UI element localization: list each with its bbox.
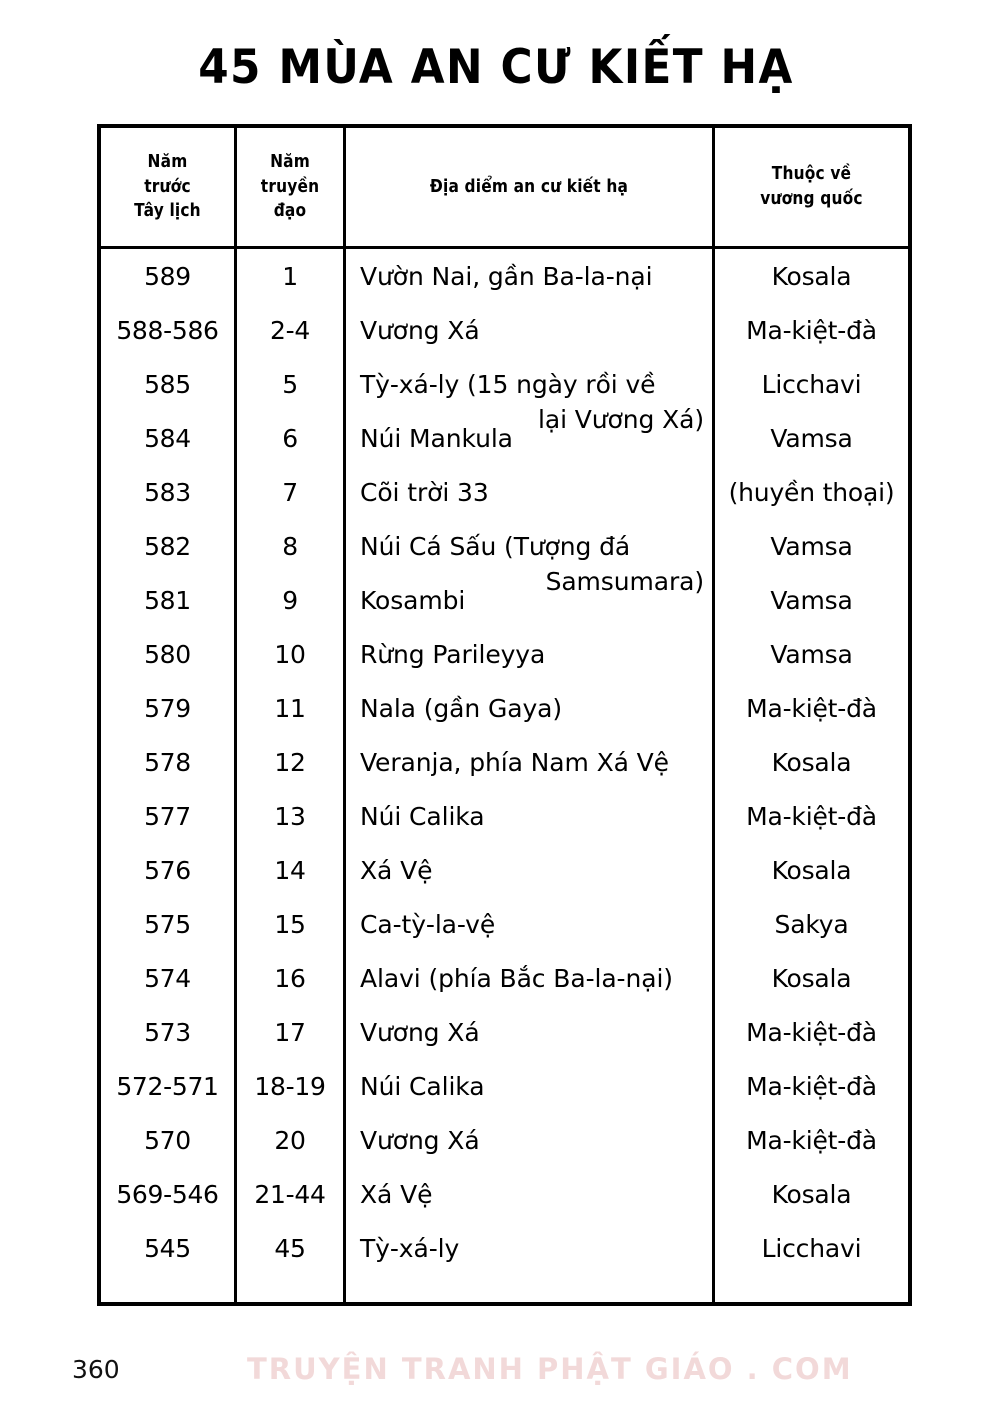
cell-year-bc: 583 bbox=[144, 477, 191, 507]
table-row bbox=[101, 249, 908, 303]
cell-year-bc: 576 bbox=[144, 855, 191, 885]
cell-dharma-year: 15 bbox=[274, 909, 306, 939]
cell-dharma-year: 16 bbox=[274, 963, 306, 993]
cell-realm: Vamsa bbox=[770, 423, 853, 453]
table-header-row bbox=[101, 128, 908, 246]
table-row bbox=[101, 1059, 908, 1113]
watermark: TRUYỆN TRANH PHẬT GIÁO . COM bbox=[247, 1352, 853, 1386]
table-row bbox=[101, 411, 908, 465]
cell-realm: Kosala bbox=[771, 261, 852, 291]
cell-realm: Vamsa bbox=[770, 585, 853, 615]
cell-realm: Kosala bbox=[771, 855, 852, 885]
cell-place: Xá Vệ bbox=[360, 855, 433, 885]
cell-realm: Ma-kiệt-đà bbox=[746, 693, 877, 723]
cell-year-bc: 573 bbox=[144, 1017, 191, 1047]
cell-place: Nala (gần Gaya) bbox=[360, 693, 563, 723]
cell-year-bc: 582 bbox=[144, 531, 191, 561]
cell-realm: Ma-kiệt-đà bbox=[746, 1125, 877, 1155]
table-row bbox=[101, 627, 908, 681]
table-row bbox=[101, 735, 908, 789]
cell-year-bc: 588-586 bbox=[116, 315, 219, 345]
cell-year-bc: 545 bbox=[144, 1233, 191, 1263]
cell-year-bc: 579 bbox=[144, 693, 191, 723]
table-body bbox=[101, 249, 908, 1302]
page-title: 45 MÙA AN CƯ KIẾT HẠ bbox=[198, 40, 794, 95]
cell-realm: Ma-kiệt-đà bbox=[746, 801, 877, 831]
column-header-year-bc-line1: Năm bbox=[147, 151, 188, 172]
cell-realm: Licchavi bbox=[761, 1233, 862, 1263]
table-row bbox=[101, 573, 908, 627]
cell-year-bc: 572-571 bbox=[116, 1071, 219, 1101]
cell-year-bc: 578 bbox=[144, 747, 191, 777]
cell-realm: Licchavi bbox=[761, 369, 862, 399]
table-row bbox=[101, 1167, 908, 1221]
cell-realm: (huyền thoại) bbox=[728, 477, 895, 507]
cell-year-bc: 569-546 bbox=[116, 1179, 219, 1209]
cell-place: Tỳ-xá-ly (15 ngày rồi về bbox=[360, 369, 656, 399]
column-header-realm-line2: vương quốc bbox=[760, 189, 863, 209]
cell-realm: Ma-kiệt-đà bbox=[746, 315, 877, 345]
cell-dharma-year: 12 bbox=[274, 747, 306, 777]
cell-dharma-year: 2-4 bbox=[270, 315, 310, 345]
table-row bbox=[101, 951, 908, 1005]
cell-realm: Kosala bbox=[771, 1179, 852, 1209]
cell-place: Núi Calika bbox=[360, 801, 485, 831]
cell-year-bc: 574 bbox=[144, 963, 191, 993]
cell-place: Núi Calika bbox=[360, 1071, 485, 1101]
cell-place: Cõi trời 33 bbox=[360, 477, 489, 507]
column-header-realm-line1: Thuộc về bbox=[771, 164, 852, 185]
table-row bbox=[101, 465, 908, 519]
cell-place: Núi Cá Sấu (Tượng đá bbox=[360, 531, 631, 561]
table-row bbox=[101, 1221, 908, 1275]
cell-place: Kosambi bbox=[360, 585, 466, 615]
column-header-year-bc-line3: Tây lịch bbox=[134, 201, 201, 222]
cell-year-bc: 570 bbox=[144, 1125, 191, 1155]
cell-place: Vương Xá bbox=[360, 1017, 480, 1047]
column-header-dharma-year bbox=[243, 128, 336, 246]
cell-place: Vương Xá bbox=[360, 315, 480, 345]
column-header-place-line1: Địa diểm an cư kiết hạ bbox=[429, 176, 629, 197]
column-header-place bbox=[368, 128, 690, 246]
column-header-year-bc bbox=[109, 128, 226, 246]
cell-realm: Sakya bbox=[774, 909, 849, 939]
cell-place: Rừng Parileyya bbox=[360, 639, 546, 669]
cell-place: Vương Xá bbox=[360, 1125, 480, 1155]
cell-dharma-year: 21-44 bbox=[254, 1179, 326, 1209]
cell-year-bc: 575 bbox=[144, 909, 191, 939]
retreats-table bbox=[97, 124, 912, 1306]
column-header-dharma-year-line2: truyền bbox=[260, 176, 320, 197]
column-header-dharma-year-line3: đạo bbox=[273, 201, 307, 222]
cell-place: Tỳ-xá-ly bbox=[360, 1233, 460, 1263]
cell-year-bc: 589 bbox=[144, 261, 191, 291]
cell-realm: Ma-kiệt-đà bbox=[746, 1017, 877, 1047]
cell-place-continuation: Samsumara) bbox=[545, 566, 704, 596]
cell-dharma-year: 10 bbox=[274, 639, 306, 669]
cell-dharma-year: 9 bbox=[282, 585, 298, 615]
cell-dharma-year: 17 bbox=[274, 1017, 306, 1047]
cell-dharma-year: 7 bbox=[282, 477, 298, 507]
cell-realm: Ma-kiệt-đà bbox=[746, 1071, 877, 1101]
table-row bbox=[101, 681, 908, 735]
cell-year-bc: 581 bbox=[144, 585, 191, 615]
column-header-dharma-year-line1: Năm bbox=[270, 151, 310, 172]
cell-dharma-year: 14 bbox=[274, 855, 306, 885]
cell-dharma-year: 18-19 bbox=[254, 1071, 326, 1101]
cell-realm: Kosala bbox=[771, 747, 852, 777]
table-row bbox=[101, 1113, 908, 1167]
cell-dharma-year: 5 bbox=[282, 369, 298, 399]
column-header-realm bbox=[727, 128, 897, 246]
cell-place: Vườn Nai, gần Ba-la-nại bbox=[360, 261, 653, 291]
cell-place: Veranja, phía Nam Xá Vệ bbox=[360, 747, 669, 777]
column-header-year-bc-line2: trước bbox=[144, 176, 191, 197]
cell-place: Alavi (phía Bắc Ba-la-nại) bbox=[360, 963, 673, 993]
page-number: 360 bbox=[72, 1355, 120, 1384]
cell-dharma-year: 13 bbox=[274, 801, 306, 831]
cell-realm: Vamsa bbox=[770, 531, 853, 561]
cell-year-bc: 585 bbox=[144, 369, 191, 399]
cell-place-continuation: lại Vương Xá) bbox=[538, 404, 704, 434]
cell-dharma-year: 11 bbox=[274, 693, 306, 723]
cell-realm: Kosala bbox=[771, 963, 852, 993]
table-row bbox=[101, 789, 908, 843]
cell-place: Ca-tỳ-la-vệ bbox=[360, 909, 496, 939]
cell-place: Xá Vệ bbox=[360, 1179, 433, 1209]
table-row bbox=[101, 843, 908, 897]
table-row bbox=[101, 1005, 908, 1059]
cell-dharma-year: 20 bbox=[274, 1125, 306, 1155]
cell-dharma-year: 8 bbox=[282, 531, 298, 561]
table-row bbox=[101, 897, 908, 951]
cell-dharma-year: 1 bbox=[282, 261, 298, 291]
cell-realm: Vamsa bbox=[770, 639, 853, 669]
cell-year-bc: 577 bbox=[144, 801, 191, 831]
table-row bbox=[101, 303, 908, 357]
cell-year-bc: 584 bbox=[144, 423, 191, 453]
cell-dharma-year: 6 bbox=[282, 423, 298, 453]
cell-year-bc: 580 bbox=[144, 639, 191, 669]
cell-place: Núi Mankula bbox=[360, 423, 513, 453]
cell-dharma-year: 45 bbox=[274, 1233, 306, 1263]
